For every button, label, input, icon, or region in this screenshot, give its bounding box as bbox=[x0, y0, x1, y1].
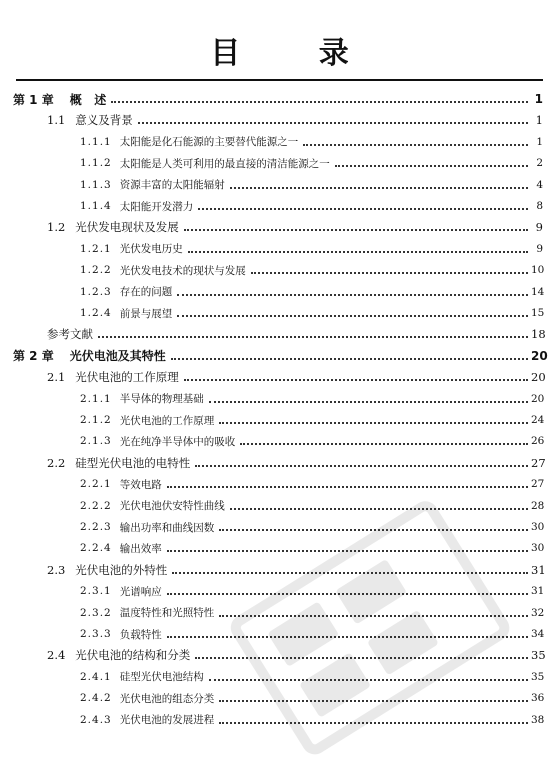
toc-entry-title: 光伏电池的组态分类 bbox=[119, 692, 215, 705]
toc-entry-title: 光伏发电现状及发展 bbox=[75, 220, 179, 235]
toc-page-number: 31 bbox=[531, 585, 545, 598]
toc-entry-title: 光伏发电技术的现状与发展 bbox=[119, 264, 246, 277]
toc-entry-title: 前景与展望 bbox=[119, 307, 173, 320]
toc-entry-title: 参考文献 bbox=[47, 327, 93, 342]
toc-page-number: 32 bbox=[531, 606, 545, 619]
toc-entry-number: 2.4.3 bbox=[80, 713, 112, 726]
toc-entry-title: 光伏电池的发展进程 bbox=[119, 714, 215, 727]
toc-page-number: 30 bbox=[531, 521, 545, 533]
toc-entry-title: 光谱响应 bbox=[119, 585, 162, 598]
dot-leader bbox=[219, 529, 528, 531]
toc-entry[interactable] bbox=[0, 582, 543, 600]
toc-entry[interactable] bbox=[0, 668, 543, 686]
dot-leader bbox=[219, 422, 528, 424]
toc-entry-title: 半导体的物理基础 bbox=[119, 393, 204, 406]
toc-entry[interactable] bbox=[0, 218, 543, 236]
toc-page-number: 30 bbox=[531, 542, 545, 555]
toc-entry-number: 2.2.1 bbox=[80, 478, 112, 491]
toc-entry[interactable] bbox=[0, 133, 543, 151]
toc-entry-title: 光伏电池的外特性 bbox=[75, 562, 168, 577]
dot-leader bbox=[184, 229, 528, 231]
toc-entry-number: 2.1.3 bbox=[80, 435, 112, 448]
toc-entry[interactable] bbox=[0, 497, 543, 515]
toc-page-number: 24 bbox=[531, 414, 545, 426]
dot-leader bbox=[177, 315, 528, 317]
toc-entry-number: 2.4.1 bbox=[80, 670, 112, 683]
toc-entry[interactable] bbox=[0, 411, 543, 429]
toc-entry-number: 2.1 bbox=[47, 370, 66, 385]
toc-page-number: 10 bbox=[531, 264, 545, 277]
toc-entry-title: 硅型光伏电池结构 bbox=[119, 671, 204, 684]
toc-entry-title: 等效电路 bbox=[119, 478, 162, 491]
dot-leader bbox=[335, 165, 528, 167]
dot-leader bbox=[167, 593, 528, 595]
toc-entry[interactable] bbox=[0, 454, 546, 472]
toc-entry-number: 2.1.1 bbox=[80, 392, 112, 405]
dot-leader bbox=[172, 572, 528, 574]
dot-leader bbox=[98, 336, 528, 338]
toc-entry-number: 1.1 bbox=[47, 113, 66, 128]
toc-entry[interactable] bbox=[0, 711, 543, 729]
toc-entry[interactable] bbox=[0, 390, 543, 408]
toc-entry-number: 2.2.4 bbox=[80, 542, 112, 555]
dot-leader bbox=[209, 401, 528, 403]
toc-entry[interactable] bbox=[0, 240, 543, 258]
dot-leader bbox=[209, 679, 528, 681]
toc-entry-number: 1.2.4 bbox=[80, 307, 112, 319]
dot-leader bbox=[167, 486, 528, 488]
toc-entry-number: 1.2.1 bbox=[80, 242, 112, 255]
toc-entry-number: 2.4.2 bbox=[80, 692, 112, 705]
toc-page-number: 1 bbox=[535, 113, 543, 128]
title-divider bbox=[16, 79, 543, 81]
dot-leader bbox=[171, 358, 528, 360]
toc-page-number: 28 bbox=[531, 499, 545, 512]
toc-entry[interactable] bbox=[0, 176, 543, 194]
toc-entry-number: 1.1.4 bbox=[80, 200, 112, 212]
toc-entry[interactable] bbox=[0, 368, 546, 386]
toc-page-number: 2 bbox=[536, 157, 543, 170]
toc-entry-title: 光伏电池伏安特性曲线 bbox=[119, 500, 225, 513]
dot-leader bbox=[195, 465, 528, 467]
toc-entry-title: 太阳能开发潜力 bbox=[119, 200, 194, 213]
toc-entry-title: 意义及背景 bbox=[75, 113, 133, 128]
toc-page-number: 35 bbox=[531, 648, 546, 663]
toc-entry-title: 光伏电池的工作原理 bbox=[75, 370, 179, 385]
toc-entry[interactable] bbox=[0, 197, 543, 215]
dot-leader bbox=[219, 722, 528, 724]
toc-entry-number: 2.2.3 bbox=[80, 521, 112, 533]
toc-page-number: 1 bbox=[534, 92, 543, 106]
toc-entry-title: 输出功率和曲线因数 bbox=[119, 521, 215, 534]
toc-entry-number: 2.4 bbox=[47, 648, 66, 663]
dot-leader bbox=[167, 636, 528, 638]
dot-leader bbox=[303, 144, 528, 146]
dot-leader bbox=[195, 657, 528, 659]
toc-page-number: 20 bbox=[531, 392, 545, 405]
toc-entry-title: 光在纯净半导体中的吸收 bbox=[119, 435, 236, 448]
toc-page-number: 36 bbox=[531, 692, 545, 705]
toc-entry-title: 光伏电池的结构和分类 bbox=[75, 648, 191, 663]
toc-page-number: 20 bbox=[531, 348, 548, 363]
dot-leader bbox=[138, 122, 528, 124]
toc-entry-title: 温度特性和光照特性 bbox=[119, 607, 215, 620]
toc-entry-number: 1.1.3 bbox=[80, 178, 112, 191]
toc-entry-number: 第 1 章 bbox=[13, 92, 54, 107]
toc-entry[interactable] bbox=[0, 689, 543, 707]
toc-entry-number: 1.2.3 bbox=[80, 285, 112, 298]
toc-entry-number: 1.2.2 bbox=[80, 264, 112, 277]
dot-leader bbox=[251, 272, 528, 274]
toc-entry[interactable] bbox=[0, 539, 543, 557]
toc-entry[interactable] bbox=[0, 646, 546, 664]
toc-entry[interactable] bbox=[0, 304, 543, 322]
toc-page-number: 38 bbox=[531, 713, 545, 726]
toc-entry[interactable] bbox=[0, 625, 543, 643]
toc-entry-number: 2.3 bbox=[47, 562, 66, 577]
dot-leader bbox=[219, 615, 528, 617]
toc-entry[interactable] bbox=[0, 604, 543, 622]
toc-page-number: 27 bbox=[531, 455, 546, 470]
dot-leader bbox=[230, 508, 528, 510]
toc-page-number: 9 bbox=[536, 242, 543, 255]
toc-entry-title: 存在的问题 bbox=[119, 286, 173, 299]
dot-leader bbox=[167, 550, 528, 552]
toc-entry-title: 硅型光伏电池的电特性 bbox=[75, 455, 191, 470]
toc-page-number: 8 bbox=[536, 200, 543, 212]
toc-entry-number: 1.1.2 bbox=[80, 157, 112, 170]
dot-leader bbox=[184, 379, 528, 381]
toc-chapter[interactable] bbox=[0, 347, 548, 365]
page-title: 目 录 bbox=[210, 36, 383, 71]
toc-entry-number: 2.3.3 bbox=[80, 628, 112, 640]
toc-entry-title: 输出效率 bbox=[119, 542, 162, 555]
toc-entry-title: 光伏电池及其特性 bbox=[69, 349, 166, 364]
toc-page-number: 9 bbox=[535, 220, 543, 235]
toc-entry-number: 2.2.2 bbox=[80, 499, 112, 512]
toc-entry-title: 光伏电池的工作原理 bbox=[119, 414, 215, 427]
toc-entry-number: 2.3.1 bbox=[80, 585, 112, 598]
toc-entry-number: 1.2 bbox=[47, 220, 66, 235]
toc-entry-title: 光伏发电历史 bbox=[119, 243, 183, 256]
toc-page-number: 20 bbox=[531, 370, 546, 385]
toc-entry-title: 负载特性 bbox=[119, 628, 162, 641]
toc-entry[interactable] bbox=[0, 154, 543, 172]
toc-entry[interactable] bbox=[0, 432, 543, 450]
toc-entry-number: 1.1.1 bbox=[80, 135, 112, 148]
toc-entry[interactable] bbox=[0, 561, 546, 579]
dot-leader bbox=[188, 251, 528, 253]
toc-entry-number: 2.3.2 bbox=[80, 606, 112, 619]
toc-page-number: 26 bbox=[531, 435, 545, 448]
dot-leader bbox=[219, 700, 528, 702]
toc-entry-title: 概 述 bbox=[69, 92, 107, 107]
dot-leader bbox=[240, 443, 528, 445]
dot-leader bbox=[230, 187, 528, 189]
toc-entry[interactable] bbox=[0, 518, 543, 536]
toc-entry-number: 2.2 bbox=[47, 455, 66, 470]
dot-leader bbox=[177, 294, 528, 296]
toc-entry-title: 资源丰富的太阳能辐射 bbox=[119, 179, 225, 192]
toc-entry-number: 第 2 章 bbox=[13, 349, 54, 364]
toc-page-number: 35 bbox=[531, 670, 545, 683]
toc-entry-number: 2.1.2 bbox=[80, 414, 112, 426]
toc-page-number: 18 bbox=[531, 327, 546, 342]
toc-page-number: 31 bbox=[531, 562, 546, 577]
toc-entry-title: 太阳能是人类可利用的最直接的清洁能源之一 bbox=[119, 157, 330, 170]
toc-page-number: 1 bbox=[536, 135, 543, 148]
toc-entry[interactable] bbox=[0, 261, 543, 279]
dot-leader bbox=[198, 208, 528, 210]
toc-page-number: 15 bbox=[531, 307, 545, 319]
toc-entry-title: 太阳能是化石能源的主要替代能源之一 bbox=[119, 136, 299, 149]
toc-references[interactable] bbox=[0, 325, 546, 343]
toc-entry[interactable] bbox=[0, 283, 543, 301]
toc-page-number: 27 bbox=[531, 478, 545, 491]
toc-page-number: 14 bbox=[531, 285, 545, 298]
toc-entry[interactable] bbox=[0, 475, 543, 493]
toc-page-number: 34 bbox=[531, 628, 545, 640]
dot-leader bbox=[111, 101, 528, 103]
toc-entry[interactable] bbox=[0, 111, 543, 129]
toc-page-number: 4 bbox=[536, 178, 543, 191]
toc-chapter[interactable] bbox=[0, 90, 543, 108]
